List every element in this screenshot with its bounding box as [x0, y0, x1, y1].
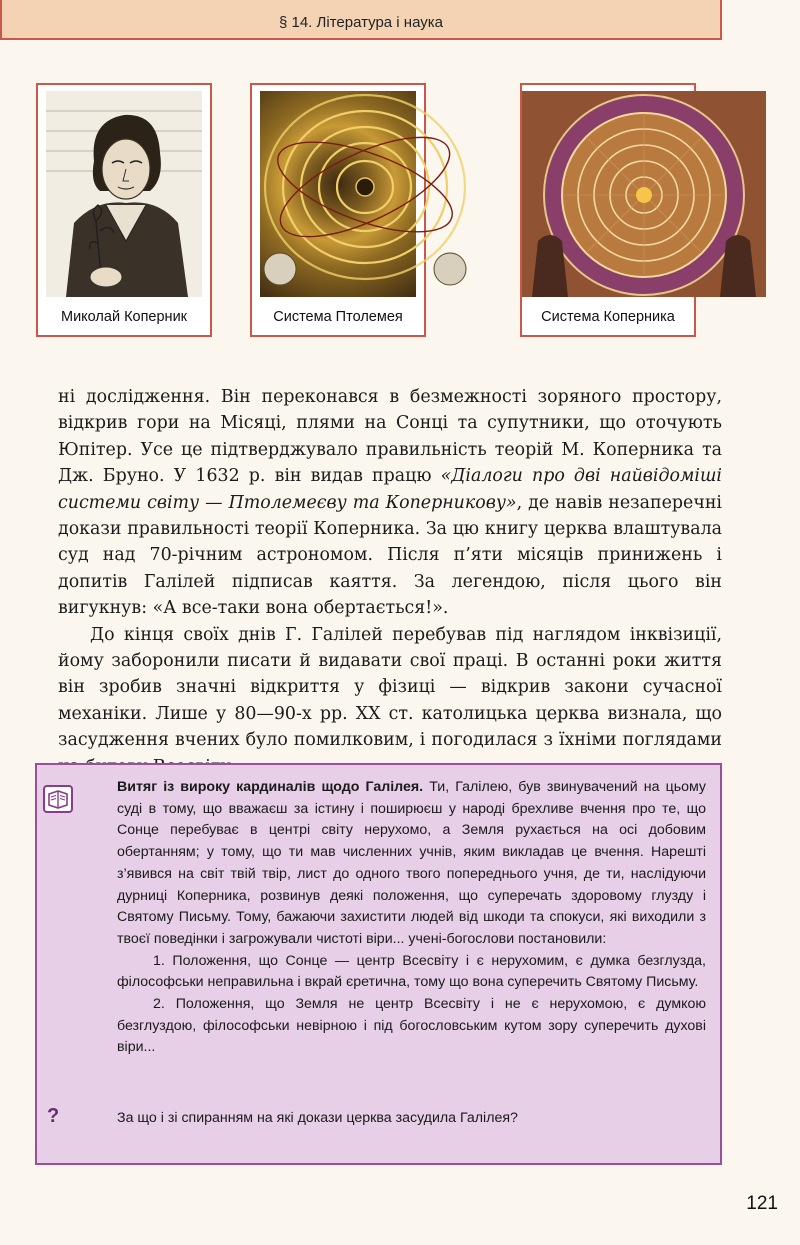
- section-title: § 14. Література і наука: [278, 14, 444, 31]
- main-text: [58, 384, 722, 780]
- document-excerpt-text: [117, 777, 706, 1059]
- question-mark-icon: ?: [47, 1105, 60, 1127]
- figure-copernicus-portrait: [36, 83, 212, 337]
- book-title: «Діалоги про дві найвідоміші системи світу — Птолемеєву та Коперникову»: [58, 466, 722, 513]
- figure-ptolemy-system: [250, 83, 426, 337]
- figure-copernicus-system: [520, 83, 696, 337]
- document-excerpt-box: [35, 763, 722, 1165]
- review-question: За що і зі спиранням на які докази церква засудила Галілея?: [117, 1110, 518, 1126]
- section-header: [0, 0, 722, 40]
- book-icon: [43, 785, 73, 813]
- excerpt-intro: Витяг із вироку кардиналів щодо Галілея. Ти, Галілею, був звинувачений на цьому суді в тому, що вважаєш за істину і поширюєш у народі брехливе вчення про те, що Сонце перебуває в центрі світу нерухомо, а Земля рухається на осі добовим обертанням; у тому, що ти мав численних учнів, яким викладав це вчення. Нарешті з’явився на світ твій твір, лист до одного твого попереднього учня, де ти, наслідуючи дурниці Коперника, розвинув деякі положення, що суперечать здоровому глузду і Святому Письму. Тому, бажаючи захистити людей від шкоди та спокуси, які виходили з твоєї поведінки і загрожували чистоті віри... учені-богослови постановили:: [117, 779, 707, 947]
- figure-caption: Система Птолемея: [273, 309, 403, 325]
- copernicus-portrait-image: [46, 91, 202, 297]
- page-number: 121: [746, 1193, 778, 1214]
- excerpt-item-2: 2. Положення, що Земля не центр Всесвіту і не є нерухомою, є думкою безглуздою, філософськи невірною і під богословським кутом зору суперечить духові віри...: [117, 996, 706, 1056]
- figure-caption: Миколай Коперник: [60, 309, 188, 325]
- copernicus-system-image: [530, 91, 686, 297]
- excerpt-item-1: 1. Положення, що Сонце — центр Всесвіту і є нерухомим, є думка безглузда, філософськи неправильна і вкрай єретична, тому що вона суперечить Святому Письму.: [117, 952, 706, 991]
- paragraph-galileo-late-years: До кінця своїх днів Г. Галілей перебував під наглядом інквізиції, йому заборонили писати й видавати свої праці. В останні роки життя він зробив значні відкриття у фізиці — відкрив закони сучасної механіки. Лише у 80—90-х рр. XX ст. католицька церква визнала, що засудження вчених було помилковим, і погодилася з їхніми поглядами: [58, 624, 722, 751]
- ptolemy-system-image: [260, 91, 416, 297]
- paragraph-galileo-discoveries: ні дослідження. Він переконався в безмежності зоряного простору, відкрив гори на Місяці, плями на Сонці та супутники, що оточують Юпітер. Усе це підтверджувало правильність теорій М. Коперника та Дж. Бруно. У 1632 р. він видав працю «Діалоги про дві найвідоміші системи світу — Птолемеєву та Коперникову», де навів незаперечні докази правильності теорії Коперника. За цю книгу церква влаштувала суд над 70-річним астрономом. Після п’яти місяців принижень і допитів Галілей підписав каяття. За легендою, після цього він вигукнув: «А все-таки вона обертається!».: [58, 387, 722, 619]
- figure-caption: Система Коперника: [541, 309, 675, 325]
- excerpt-title: Витяг із вироку кардиналів щодо Галілея.: [117, 779, 424, 795]
